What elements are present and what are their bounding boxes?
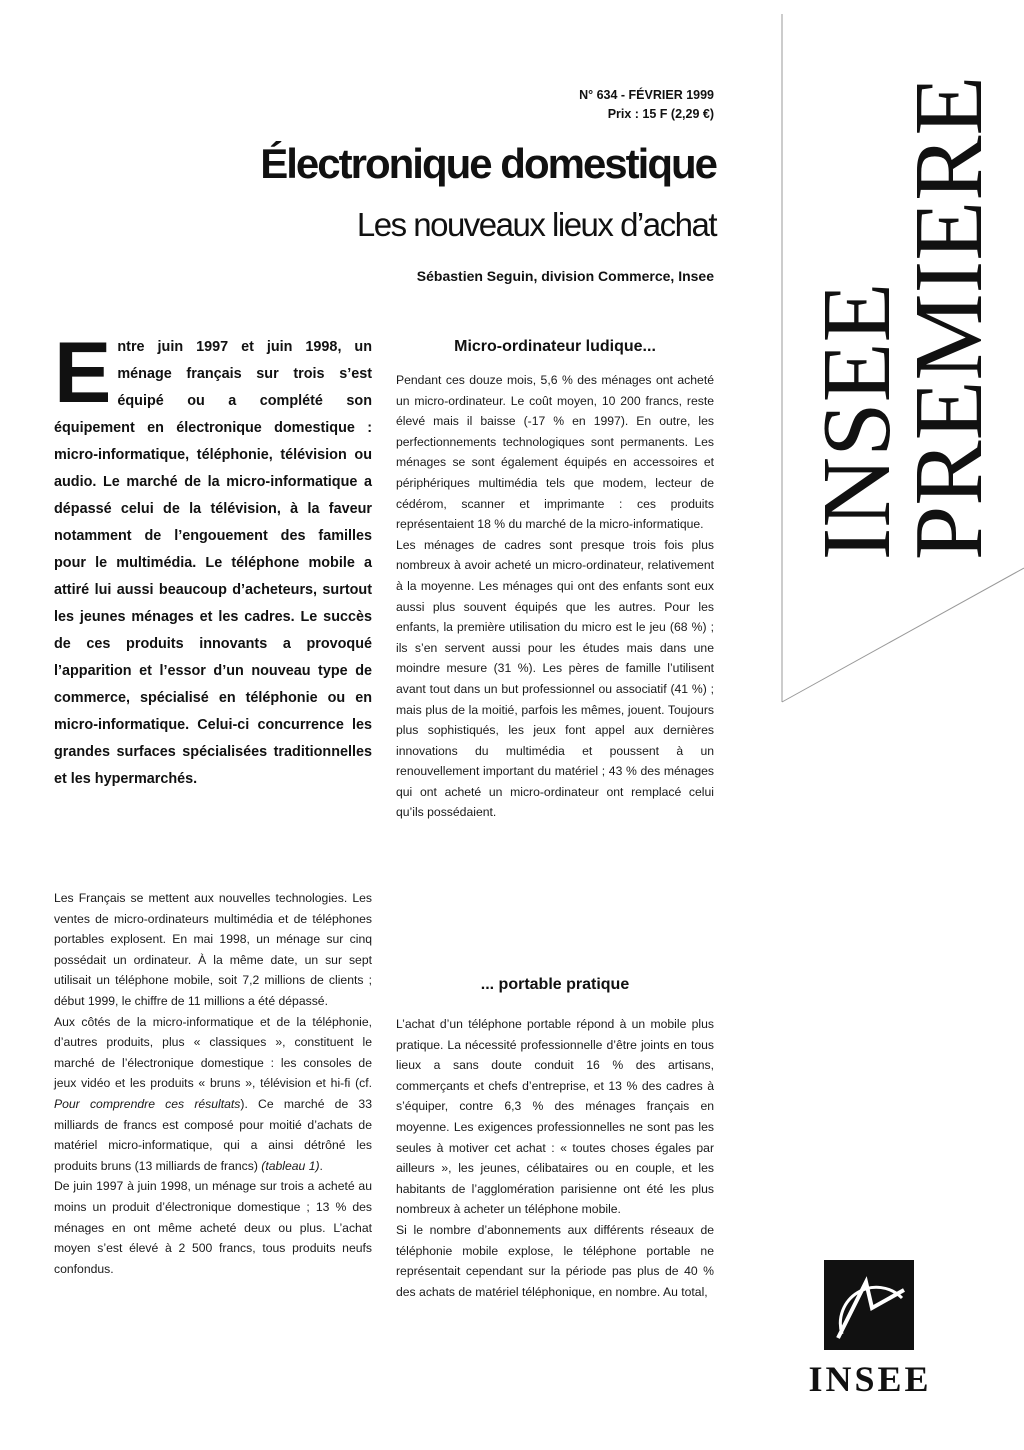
paragraph: Pendant ces douze mois, 5,6 % des ménages ont acheté un micro-ordinateur. Le coût moyen, 10 200 francs, reste élevé mais il baisse (-17 % en 1997). En outre, les perfectionnements technologiques sont permanents. Les ménages se sont également équipés en accessoires et périphériques multimédia tels que modem, lecteur de cédérom, scanner et imprimante : ces produits représentaient 18 % du marché de la micro-informatique. bbox=[396, 373, 714, 532]
paragraph: Aux côtés de la micro-informatique et de la téléphonie, d’autres produits, plus « classiques », constituent le marché de l’électronique domestique : les consoles de jeux vidéo et les produits « bruns », télévision et hi-fi (cf. Pour comprendre ces résultats). Ce marché de 33 milliards de francs est composé pour moitié d’achats de matériel micro-informatique, qui a ainsi détrôné les produits bruns (13 milliards de francs) (tableau 1). bbox=[54, 1014, 372, 1173]
paragraph: Si le nombre d’abonnements aux différents réseaux de téléphonie mobile explose, le téléphone portable ne représentait cependant sur la période pas plus de 40 % des achats de matériel téléphonique, en nombre. Au total, bbox=[396, 1222, 714, 1299]
issue-number: N° 634 - FÉVRIER 1999 bbox=[579, 88, 714, 102]
left-column bbox=[54, 888, 372, 1279]
author-line: Sébastien Seguin, division Commerce, Insee bbox=[416, 268, 714, 284]
insee-logo-wordmark: INSEE bbox=[808, 1359, 932, 1399]
intro-abstract bbox=[54, 325, 372, 793]
paragraph: L’achat d’un téléphone portable répond à un mobile plus pratique. La nécessité professionnelle d’être joints en tous lieux a sans doute conduit 16 % des artisans, commerçants et chefs d’entreprise, et 13 % des cadres à s’équiper, contre 6,3 % des ménages français en moyenne. Les exigences professionnelles ne sont pas les seules à motiver cet achat : « toutes choses égales par ailleurs », les jeunes, célibataires ou en couple, et les habitants de l’agglomération parisienne ont été les plus nombreux à acheter un téléphone mobile. bbox=[396, 1017, 714, 1217]
right-column-top bbox=[396, 370, 714, 823]
insee-logo-icon bbox=[824, 1260, 914, 1350]
issue-info bbox=[470, 86, 714, 124]
right-column-bottom bbox=[396, 1014, 714, 1302]
section-heading-micro: Micro-ordinateur ludique... bbox=[454, 338, 656, 355]
issue-price: Prix : 15 F (2,29 €) bbox=[607, 107, 714, 121]
paragraph: Les Français se mettent aux nouvelles technologies. Les ventes de micro-ordinateurs multimédia et de téléphones portables explosent. En mai 1998, un ménage sur cinq possédait un ordinateur. À la même date, un sur sept utilisait un téléphone mobile, soit 7,2 millions de clients ; début 1999, le chiffre de 11 millions a été dépassé. bbox=[54, 891, 372, 1008]
paragraph: Les ménages de cadres sont presque trois fois plus nombreux à avoir acheté un micro-ordinateur, relativement à la moyenne. Les ménages qui ont des enfants sont eux aussi plus souvent équipés que les autres. Pour les enfants, la première utilisation du micro est le jeu (68 %) ; ils s’en servent aussi pour les études mais dans une moindre mesure (31 %). Les pères de famille l’utilisent avant tout dans un but professionnel ou associatif (41 %) ; mais plus de la moitié, parfois les mêmes, jouent. Toujours plus sophistiqués, les jeux font appel aux dernières innovations du multimédia et poussent à un renouvellement important du matériel ; 43 % des ménages qui ont acheté un micro-ordinateur ont remplacé celui qu’ils possédaient. bbox=[396, 537, 714, 820]
page-title: Électronique domestique bbox=[260, 140, 716, 187]
page-subtitle: Les nouveaux lieux d’achat bbox=[356, 206, 716, 243]
section-heading-portable: ... portable pratique bbox=[480, 976, 630, 993]
intro-text: ntre juin 1997 et juin 1998, un ménage français sur trois s’est équipé ou a complété son équipement en électronique domestique : micro-informatique, téléphonie, télévision ou audio. Le marché de la micro-informatique a dépassé celui de la télévision, à la faveur notamment de l’engouement des familles pour le multimédia. Le téléphone mobile a attiré lui aussi beaucoup d’acheteurs, surtout les jeunes ménages et les cadres. Le succès de ces produits innovants a provoqué l’apparition et l’essor d’un nouveau type de commerce, spécialisé en téléphonie ou en micro-informatique. Celui-ci concurrence les grandes surfaces spécialisées traditionnelles et les hypermarchés. bbox=[54, 339, 372, 787]
paragraph: De juin 1997 à juin 1998, un ménage sur trois a acheté au moins un produit d’électronique domestique ; 13 % des ménages en ont même acheté deux ou plus. L’achat moyen s’est élevé à 2 500 francs, tous produits neufs confondus. bbox=[54, 1179, 372, 1276]
drop-cap: E bbox=[54, 325, 112, 421]
insee-premiere-wordmark: INSEE PREMIERE bbox=[803, 75, 1003, 561]
